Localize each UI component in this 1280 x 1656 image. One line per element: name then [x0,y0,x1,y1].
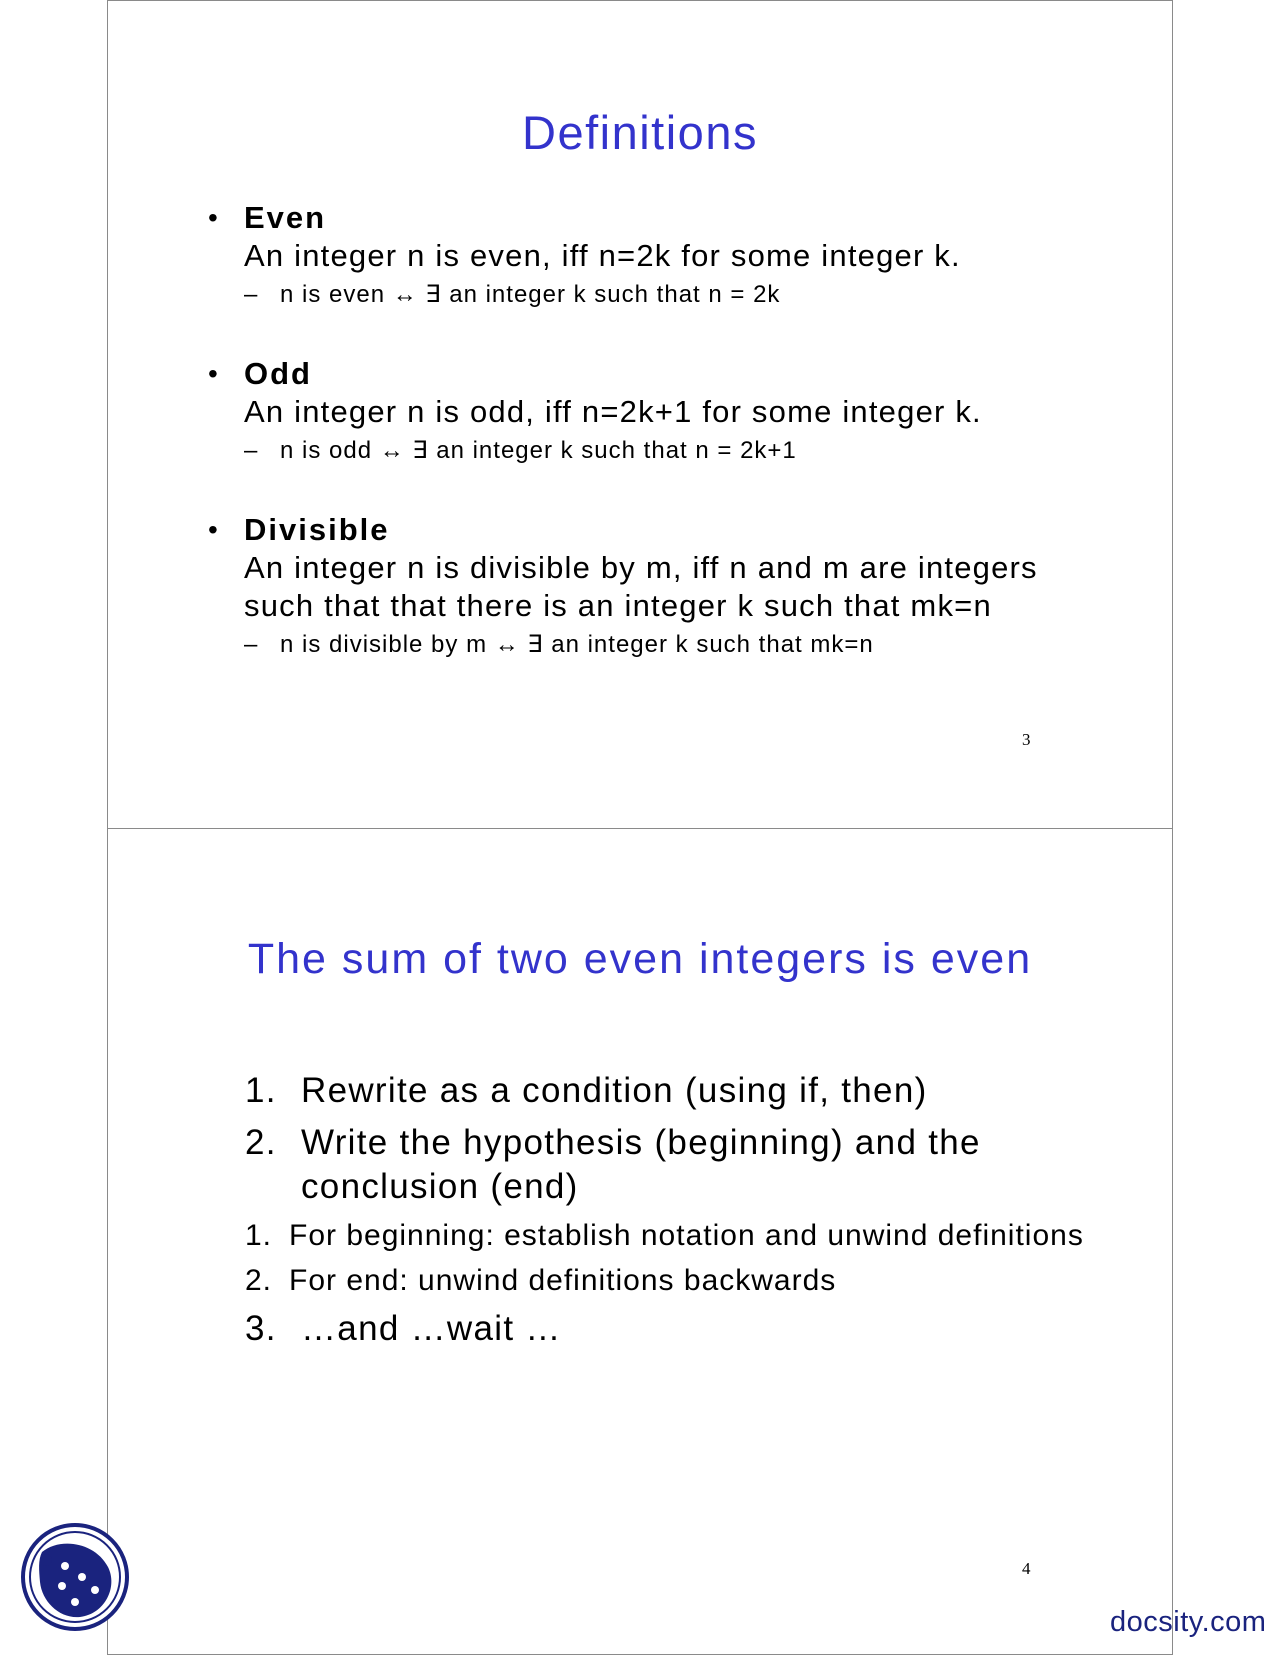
definition-term: Odd [244,356,312,391]
definition-text: An integer n is odd, iff n=2k+1 for some integer k. [244,394,982,429]
definition-text: An integer n is divisible by m, iff n and m are integers such that that there is an integer k such that mk=n [244,550,1038,623]
page-number: 3 [1022,730,1031,749]
bullet-icon: • [208,358,220,389]
slide-title: The sum of two even integers is even [247,935,1033,983]
substep-item: 2. For end: unwind definitions backwards [245,1264,837,1297]
definition-formal: – n is even ↔ ∃ an integer k such that n = 2k [208,279,1108,311]
steps-list [245,1069,1085,1359]
substeps-list [245,1217,1085,1299]
dash-icon: – [244,631,259,658]
definitions-list [208,199,1108,705]
step-item: 1. Rewrite as a condition (using if, then) [245,1071,928,1110]
definition-formal: – n is odd ↔ ∃ an integer k such that n = 2k+1 [208,435,1108,467]
definition-divisible [208,511,1108,661]
page-number: 4 [1022,1559,1031,1578]
slide-definitions [107,0,1173,830]
slide-sum-of-even [107,828,1173,1655]
definition-term: Divisible [244,512,390,547]
dash-icon: – [244,281,259,308]
slide-title: Definitions [522,106,758,159]
bullet-icon: • [208,202,220,233]
definition-odd [208,355,1108,467]
definition-even [208,199,1108,311]
substep-item: 1. For beginning: establish notation and unwind definitions [245,1219,1084,1252]
ladybug-logo-icon[interactable] [20,1522,130,1632]
dash-icon: – [244,437,259,464]
definition-formal: – n is divisible by m ↔ ∃ an integer k such that mk=n [208,629,1108,661]
definition-text: An integer n is even, iff n=2k for some integer k. [244,238,961,273]
step-item: 3. …and …wait … [245,1309,562,1348]
step-item: 2. Write the hypothesis (beginning) and the conclusion (end) [245,1123,981,1206]
bullet-icon: • [208,514,220,545]
docsity-brand-link[interactable]: docsity.com [1110,1606,1267,1638]
definition-term: Even [244,200,327,235]
